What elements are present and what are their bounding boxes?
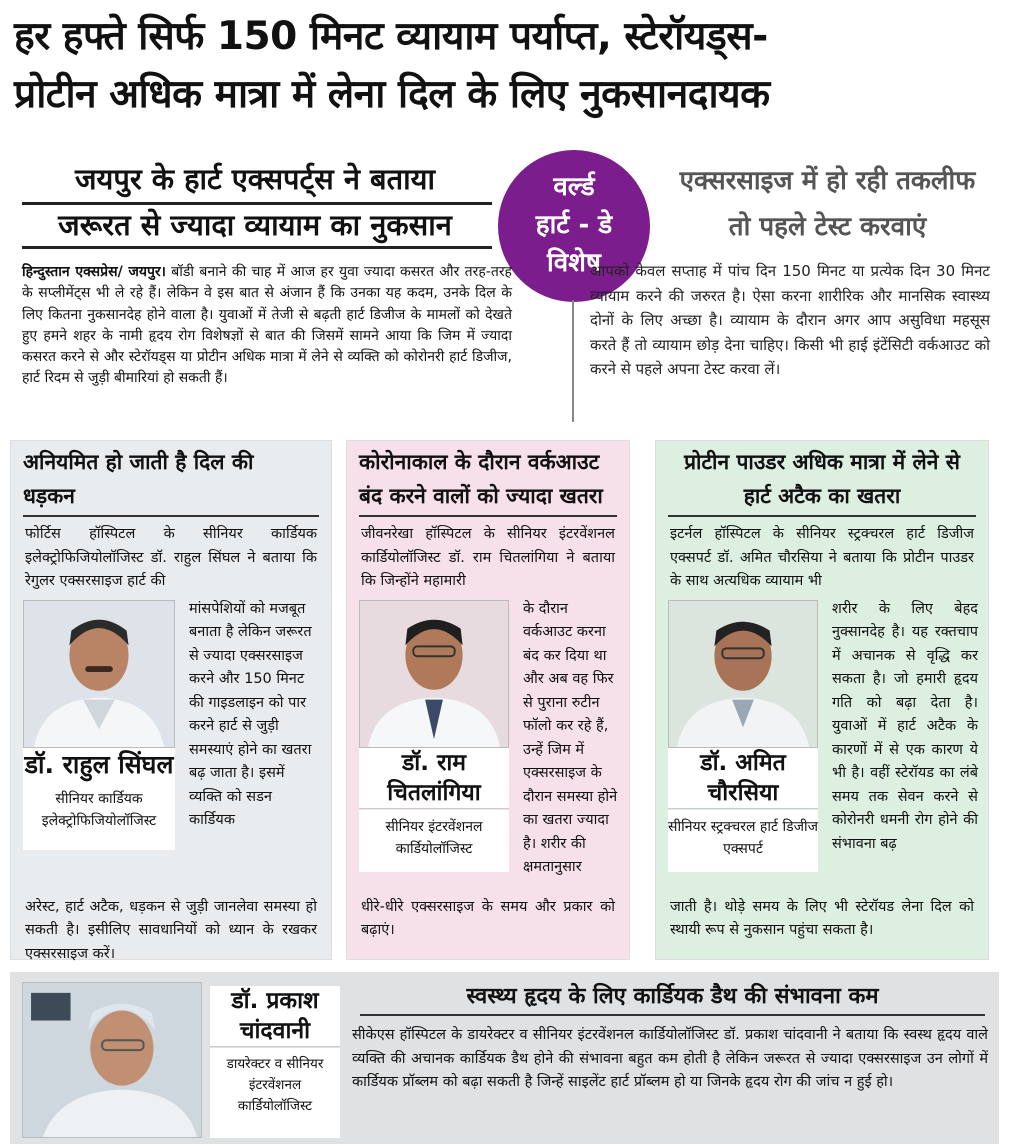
subhead-underline-2 [22,246,492,249]
panel2-title [347,441,629,515]
badge-line-2: हार्ट - डे [535,210,613,240]
panel3-title-line-1: प्रोटीन पाउडर अधिक मात्रा में लेने से [684,450,960,474]
doctor-name-prakash-line-2: चांदवानी [239,1018,311,1044]
doctor-name-ram-line-2: चितलांगिया [387,779,481,806]
subhead-right [655,158,1000,250]
doctor-photo-ram [359,600,509,748]
panel1-lead: फोर्टिस हॉस्पिटल के सीनियर कार्डियक इलेक्ट्रोफिजियोलॉजिस्ट डॉ. राहुल सिंघल ने बताया कि रेगुलर एक्सरसाइज हार्ट की [25,526,317,589]
panel1-side-text: मांसपेशियों को मजबूत बनाता है लेकिन जरूरत से ज्यादा एक्सरसाइज करने और 150 मिनट की गाइडलाइन को पार करने हार्ट से जुड़ी समस्याएं होने का खतरा बढ़ जाता है। इसमें व्यक्ति को सडन कार्डियक [189,600,312,828]
doctor-photo-rahul [23,600,175,748]
doctor-portrait-icon [24,601,174,747]
doctor-name-prakash [210,986,340,1047]
panel1-mid [11,594,331,896]
doctor-role-ram: सीनियर इंटरवेंशनल कार्डियोलॉजिस्ट [359,810,509,872]
doctor-role-rahul: सीनियर कार्डियक इलेक्ट्रोफिजियोलॉजिस्ट [23,782,175,850]
doctor-photo-amit [668,600,818,748]
panel2-tail: धीरे-धीरे एक्सरसाइज के समय और प्रकार को बढ़ाएं। [361,898,615,938]
panel3-side-text: शरीर के लिए बेहद नुक्सानदेह है। यह रक्तचाप में अचानक से वृद्धि कर सकता है। जो हमारी हृदय गति को बढ़ा देता है। युवाओं में हार्ट अटैक के कारणों में से एक कारण ये भी है। वहीं स्टेरॉयड का लंबे समय तक सेवन करने से कोरोनरी धमनी रोग होने की संभावना बढ़ [832,600,978,852]
intro-left-text: बॉडी बनाने की चाह में आज हर युवा ज्यादा कसरत और तरह-तरह के सप्लीमेंट्स भी ले रहे हैं। लेकिन वे इस बात से अंजान हैं कि उनका यह कदम, उनके दिल के लिए कितना नुकसानदेह होने वाला है। युवाओं में तेजी से बढ़ती हार्ट डिजीज के मामलों को देखते हुए हमने शहर के नामी हृदय रोग विशेषज्ञों से बात की जिसमें सामने आया कि जिम में ज्यादा कसरत करने से और स्टेरॉयड्स या प्रोटीन अधिक मात्रा में लेने से व्यक्ति को कोरोनरी हार्ट डिजीज, हार्ट रिदम से जुड़ी बीमारियां हो सकती हैं। [22,264,512,387]
headline-line-1: हर हफ्ते सिर्फ 150 मिनट व्यायाम पर्याप्त, स्टेरॉयड्स- [14,14,768,59]
intro-right-paragraph: आपको केवल सप्ताह में पांच दिन 150 मिनट या प्रत्येक दिन 30 मिनट व्यायाम करने की जरुरत है। ऐसा करना शारीरिक और मानसिक स्वास्थ्य दोनों के लिए अच्छा है। व्यायाम के दौरान अगर आप असुविधा महसूस करते हैं तो व्यायाम छोड़ देना चाहिए। किसी भी हाई इंटेंसिटी वर्कआउट को करने से पहले अपना टेस्ट करवा लें। [590,262,990,378]
panel1-title-line-2: धड़कन [23,484,75,508]
panel3-tail: जाती है। थोड़े समय के लिए भी स्टेरॉयड लेना दिल को स्थायी रूप से नुकसान पहुंचा सकता है। [670,898,974,938]
bottom-title-rule [360,1014,985,1016]
headline [14,8,999,124]
panel2-mid [347,594,629,896]
column-divider [572,300,574,422]
doctor-portrait-icon [23,983,201,1137]
badge-line-3: विशेष [547,248,601,278]
panel2-title-line-1: कोरोनाकाल के दौरान वर्कआउट [359,450,600,474]
panel3-mid [656,594,988,896]
doctor-name-ram [359,748,509,809]
subhead-right-line-2: तो पहले टेस्ट करवाएं [728,212,927,242]
intro-left-paragraph [22,262,512,390]
panel-ram-chitlangia [346,440,630,960]
badge-line-1: वर्ल्ड [553,172,595,202]
panel1-title-line-1: अनियमित हो जाती है दिल की [23,450,254,474]
panel3-title [656,441,988,515]
panel1-title [11,441,331,515]
subhead-right-line-1: एक्सरसाइज में हो रही तकलीफ [679,166,976,196]
doctor-name-rahul: डॉ. राहुल सिंघल [23,748,175,783]
doctor-role-amit: सीनियर स्ट्रक्चरल हार्ट डिजीज एक्सपर्ट [668,810,818,872]
panel-amit-chaurasia [655,440,989,960]
subhead-underline-1 [22,202,492,205]
panel2-title-line-2: बंद करने वालों को ज्यादा खतरा [359,484,603,508]
doctor-name-ram-line-1: डॉ. राम [401,749,467,776]
headline-line-2: प्रोटीन अधिक मात्रा में लेना दिल के लिए नुकसानदायक [14,72,770,117]
doctor-role-prakash: डायरेक्टर व सीनियर इंटरवेंशनल कार्डियोलॉजिस्ट [210,1048,340,1138]
doctor-name-amit-line-2: चौरसिया [707,779,779,806]
panel2-side-text: के दौरान वर्कआउट करना बंद कर दिया था और अब वह फिर से पुराना रुटीन फॉलो कर रहे हैं, उन्हें जिम में एक्सरसाइज के दौरान समस्या होने का खतरा ज्यादा है। शरीर की क्षमतानुसार [523,600,618,875]
panel3-title-line-2: हार्ट अटैक का खतरा [743,484,901,508]
panel-rahul-singhal [10,440,332,960]
doctor-photo-prakash [22,982,202,1138]
bottom-title: स्वस्थ्य हृदय के लिए कार्डियक डैथ की संभावना कम [466,984,879,1009]
panel1-tail: अरेस्ट, हार्ट अटैक, धड़कन से जुड़ी जानलेवा समस्या हो सकती है। इसीलिए सावधानियों को ध्यान के रखकर एक्सरसाइज करें। [25,898,317,962]
doctor-portrait-icon [669,601,817,747]
doctor-name-amit-line-1: डॉ. अमित [700,749,786,776]
doctor-portrait-icon [360,601,508,747]
dateline: हिन्दुस्तान एक्सप्रेस/ जयपुर। [22,264,166,280]
bottom-paragraph: सीकेएस हॉस्पिटल के डायरेक्टर व सीनियर इंटरवेंशनल कार्डियोलॉजिस्ट डॉ. प्रकाश चांदवानी ने बताया कि स्वस्थ हृदय वाले व्यक्ति की अचानक कार्डियक डैथ होने की संभावना बहुत कम होती है लेकिन जरूरत से ज्यादा एक्सरसाइज उन लोगों में कार्डियक प्रॉब्लम को बढ़ा सकती है जिन्हें साइलेंट हार्ट प्रॉब्लम हो या जिनके हृदय रोग की जांच न हुई हो। [352,1027,988,1090]
panel3-lead: इटर्नल हॉस्पिटल के सीनियर स्ट्रक्चरल हार्ट डिजीज एक्सपर्ट डॉ. अमित चौरसिया ने बताया कि प्रोटीन पाउडर के साथ अत्यधिक व्यायाम भी [670,526,974,589]
panel2-lead: जीवनरेखा हॉस्पिटल के सीनियर इंटरवेंशनल कार्डियोलॉजिस्ट डॉ. राम चितलांगिया ने बताया कि जिन्होंने महामारी [361,526,615,589]
doctor-name-prakash-line-1: डॉ. प्रकाश [231,988,319,1014]
doctor-name-amit [668,748,818,809]
subhead-left-line-2: जरूरत से ज्यादा व्यायाम का नुकसान [58,208,452,242]
subhead-left-line-1: जयपुर के हार्ट एक्सपर्ट्स ने बताया [75,162,435,196]
